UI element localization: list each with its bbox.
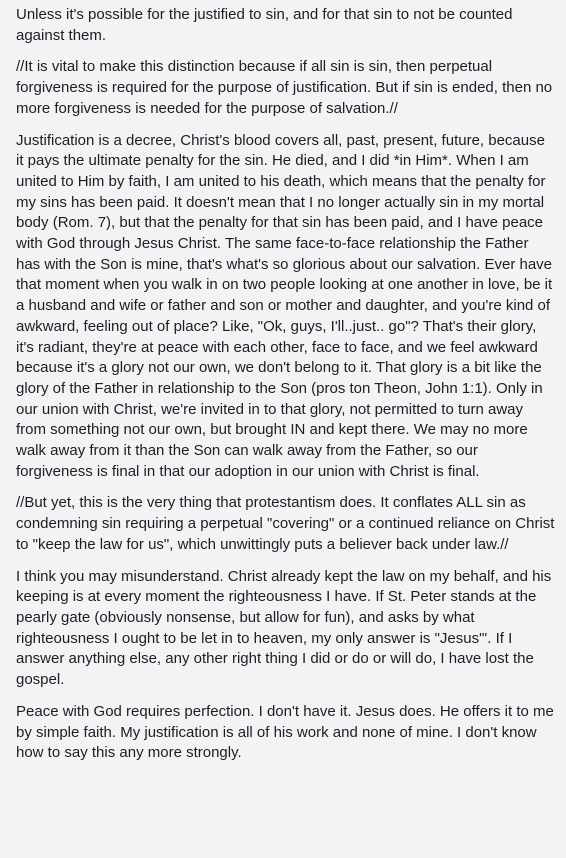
paragraph-3: Justification is a decree, Christ's blood covers all, past, present, future, because it pays the ultimate penalty for the sin. He died, and I did *in Him*. When I am united to Him by faith, I am united to his death, which means that the penalty for my sins has been paid. It doesn't mean that I no longer actually sin in my mortal body (Rom. 7), but that the penalty for that sin has been paid, and I have peace with God through Jesus Christ. The same face-to-face relationship the Father has with the Son is mine, that's what's so glorious about our salvation. Ever have that moment when you walk in on two people looking at one another in love, be it a husband and wife or father and son or mother and daughter, and you're kind of awkward, feeling out of place? Like, "Ok, guys, I'll..just.. go"? That's their glory, it's radiant, they're at peace with each other, face to face, and we feel awkward because it's a glory not our own, we don't belong to it. That glory is a bit like the glory of the Father in relationship to the Son (pros ton Theon, John 1:1). Only in our union with Christ, we're invited in to that glory, not permitted to turn away from something not our own, but brought IN and kept there. We may no more walk away from it than the Son can walk away from the Father, so our forgiveness is final in that our adoption in our union with Christ is final. <box>16 131 553 480</box>
paragraph-4-quote: //But yet, this is the very thing that protestantism does. It conflates ALL sin as condemning sin requiring a perpetual "covering" or a continued reliance on Christ to "keep the law for us", which unwittingly puts a believer back under law.// <box>16 494 555 553</box>
paragraph-5: I think you may misunderstand. Christ already kept the law on my behalf, and his keeping is at every moment the righteousness I have. If St. Peter stands at the pearly gate (obviously nonsense, but allow for fun), and asks by what righteousness I ought to be let in to heaven, my only answer is "Jesus"'. If I answer anything else, any other right thing I did or do or will do, I have lost the gospel. <box>16 567 552 689</box>
paragraph-1: Unless it's possible for the justified to sin, and for that sin to not be counted against them. <box>16 6 513 44</box>
paragraph-2-quote: //It is vital to make this distinction because if all sin is sin, then perpetual forgiveness is required for the purpose of justification. But if sin is ended, then no more forgiveness is needed for the purpose of salvation.// <box>16 58 553 117</box>
paragraph-6: Peace with God requires perfection. I don't have it. Jesus does. He offers it to me by simple faith. My justification is all of his work and none of mine. I don't know how to say this any more strongly. <box>16 702 554 762</box>
